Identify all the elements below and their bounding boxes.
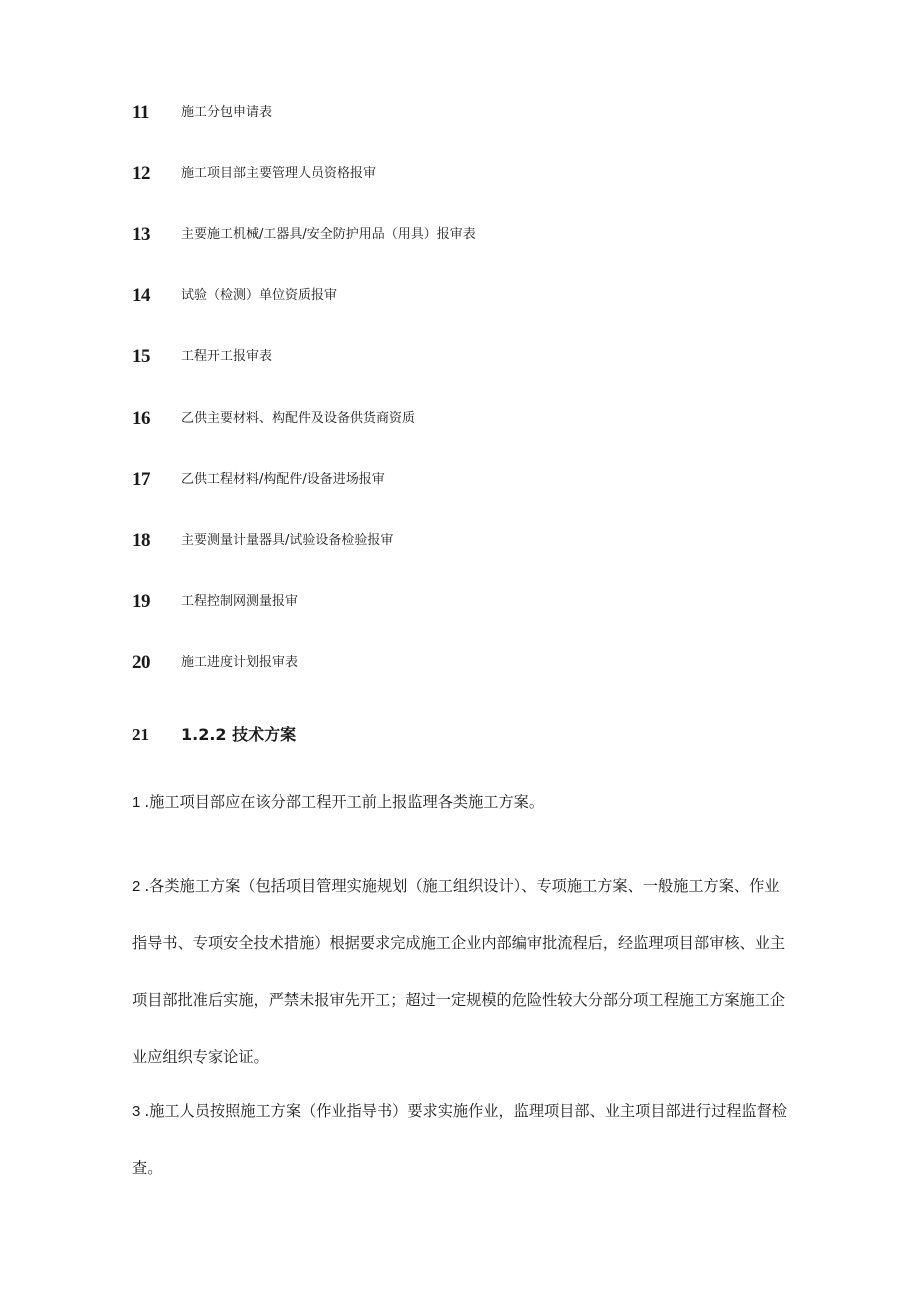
list-item (132, 529, 832, 553)
paragraph-number: 2 (132, 878, 141, 895)
list-item-text: 工程开工报审表 (181, 349, 273, 364)
list-item-number: 17 (132, 469, 150, 490)
list-item-number: 11 (132, 102, 149, 123)
paragraph (132, 858, 792, 1086)
paragraph (132, 774, 792, 831)
list-item-number: 16 (132, 408, 150, 429)
list-item-text: 乙供工程材料/构配件/设备进场报审 (181, 472, 385, 487)
list-item (132, 468, 832, 492)
list-item-text: 乙供主要材料、构配件及设备供货商资质 (181, 411, 416, 426)
list-item-number: 13 (132, 224, 150, 245)
list-item (132, 407, 832, 431)
list-item (132, 101, 832, 125)
paragraph-text: .施工人员按照施工方案（作业指导书）要求实施作业，监理项目部、业主项目部进行过程监督检查。 (132, 1102, 788, 1177)
list-item-number: 15 (132, 346, 150, 367)
section-number: 21 (132, 725, 149, 744)
list-item-number: 12 (132, 163, 150, 184)
list-item (132, 345, 832, 369)
paragraph-number: 1 (132, 794, 141, 811)
paragraph-text: .各类施工方案（包括项目管理实施规划（施工组织设计）、专项施工方案、一般施工方案、作业指导书、专项安全技术措施）根据要求完成施工企业内部编审批流程后，经监理项目部审核、业主项目部批准后实施，严禁未报审先开工；超过一定规模的危险性较大分部分项工程施工方案施工企业应组织专家论证。 (132, 877, 786, 1066)
list-item-number: 14 (132, 285, 150, 306)
list-item (132, 223, 832, 247)
list-item-text: 施工进度计划报审表 (181, 655, 299, 670)
list-item-number: 18 (132, 530, 150, 551)
list-item (132, 651, 832, 675)
paragraph-text: .施工项目部应在该分部工程开工前上报监理各类施工方案。 (144, 793, 545, 811)
list-item-text: 工程控制网测量报审 (181, 594, 299, 609)
list-item-text: 施工项目部主要管理人员资格报审 (181, 166, 377, 181)
list-item (132, 590, 832, 614)
section-title: 1.2.2 技术方案 (181, 725, 297, 744)
section-heading (132, 722, 832, 748)
list-item-text: 主要施工机械/工器具/安全防护用品（用具）报审表 (181, 227, 476, 242)
paragraph (132, 1083, 792, 1197)
list-item (132, 284, 832, 308)
list-item-text: 施工分包申请表 (181, 105, 273, 120)
list-item-text: 主要测量计量器具/试验设备检验报审 (181, 533, 394, 548)
list-item (132, 162, 832, 186)
list-item-number: 20 (132, 652, 150, 673)
paragraph-number: 3 (132, 1103, 141, 1120)
list-item-number: 19 (132, 591, 150, 612)
list-item-text: 试验（检测）单位资质报审 (181, 288, 338, 303)
